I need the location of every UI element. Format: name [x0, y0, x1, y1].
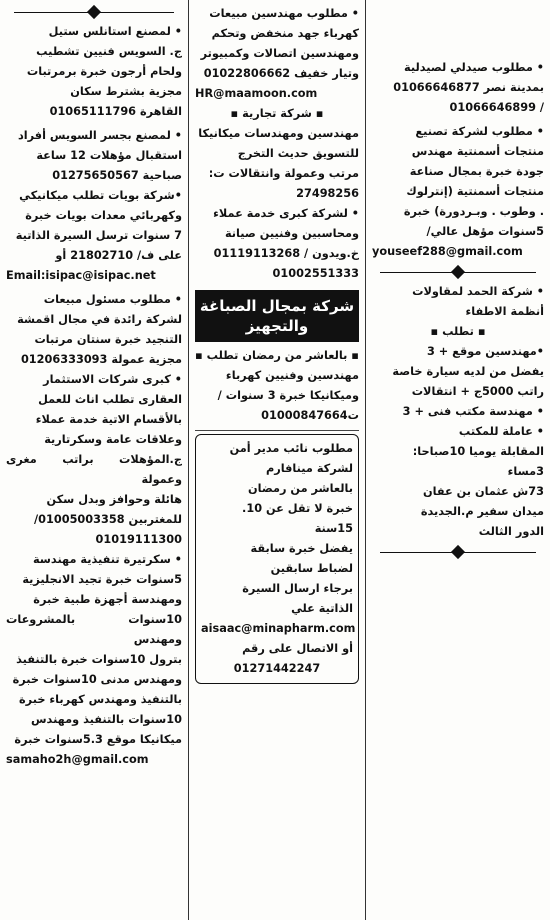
ad-line: وعلاقات عامة وسكرتارية: [44, 433, 182, 446]
cement-products-ad: [372, 122, 544, 262]
ad-line: بالتنفيذ ومهندس كهرباء خبرة: [19, 693, 182, 706]
ad-line: • مطلوب صيدلي لصيدلية: [403, 61, 544, 74]
ad-line: يفضل من لديه سيارة خاصة: [392, 365, 544, 378]
fire-systems-ad: [372, 282, 544, 542]
ad-line: خبرة لا تقل عن 10.: [242, 502, 353, 515]
ad-line: كهرباء جهد منخفض وتحكم: [211, 27, 359, 40]
ad-line: للمغتربين 01005003358/: [33, 513, 182, 526]
ad-line: 10سنوات بالمشروعات ومهندس: [6, 613, 182, 646]
ad-line: أنظمة الاطفاء: [465, 305, 544, 318]
ad-line: 5سنوات خبرة تجيد الانجليزية: [22, 573, 182, 586]
ad-line: بالعاشر من رمضان: [247, 482, 353, 495]
right-column: [366, 0, 550, 920]
middle-column: [188, 0, 366, 920]
ad-line: للتسويق حديث التخرج: [237, 147, 359, 160]
ad-line: لشركة مينافارم: [266, 462, 353, 475]
ad-line: مطلوب نائب مدير أمن: [229, 442, 353, 455]
ad-line: المقابلة يوميا 10صباحا:: [412, 445, 544, 458]
ad-line: ومهندسين اتصالات وكمبيوتر: [200, 47, 359, 60]
ad-line: ▪ تطلب ▪: [430, 325, 486, 338]
ad-line: مجزية عمولة 01206333093: [20, 353, 182, 366]
ad-line: مجزية بشترط سكان: [70, 85, 182, 98]
ad-line: برجاء ارسال السيرة: [242, 582, 353, 595]
ad-line: بمدينة نصر 01066646877: [393, 81, 544, 94]
section-divider: [372, 546, 544, 560]
ad-line: وميكانيكا خبرة 3 سنوات /: [217, 389, 359, 402]
ad-line: راتب 5000ج + انتقالات: [411, 385, 544, 398]
ad-line: مهندسين ومهندسات ميكانيكا: [198, 127, 359, 140]
ad-line: • شركة الحمد لمقاولات: [412, 285, 544, 298]
section-divider: [6, 6, 182, 20]
ad-line: • كبرى شركات الاستثمار: [43, 373, 182, 386]
ad-line: • عاملة للمكتب: [458, 425, 544, 438]
sales-realestate-engineers-ad: [6, 290, 182, 770]
ad-line: ومهندسة أجهزة طبية خبرة: [33, 593, 182, 606]
ad-line: منتجات أسمنتية مهندس: [411, 145, 544, 158]
ad-line: 3مساء: [507, 465, 544, 478]
ad-line: • لمصنع استانلس ستيل: [48, 25, 182, 38]
ad-line: 5سنوات مؤهل عالي/: [426, 225, 544, 238]
ad-email: Email:isipac@isipac.net: [6, 269, 156, 282]
left-column: [0, 0, 188, 920]
ad-line: بترول 10سنوات خبرة بالتنفيذ: [16, 653, 182, 666]
pharmacist-ad: [372, 58, 544, 118]
ad-line: العقارى تطلب اناث للعمل: [38, 393, 182, 406]
ad-line: • مطلوب مسئول مبيعات: [43, 293, 182, 306]
ad-line: القاهرة 01065111796: [49, 105, 182, 118]
ad-email: samaho2h@gmail.com: [6, 753, 149, 766]
dyeing-banner: شركة بمجال الصباغة والتجهيز: [195, 290, 359, 342]
ad-line: ▪ شركة تجارية ▪: [230, 107, 324, 120]
ad-line: 27498256: [296, 187, 359, 200]
ad-line: / 01066646899: [449, 101, 544, 114]
ad-line: لضباط سابقين: [270, 562, 353, 575]
ad-line: على ف/ 21802710 أو: [55, 249, 182, 262]
ad-line: 01271442247: [233, 662, 321, 675]
ad-line: صباحية 01275650567: [52, 169, 182, 182]
ad-line: 01002551333: [272, 267, 359, 280]
sales-engineers-ad: [195, 4, 359, 284]
ad-line: جودة خبرة بمجال صناعة: [409, 165, 544, 178]
ad-line: • مهندسة مكتب فنى + 3: [402, 405, 544, 418]
ad-line: •مهندسين موقع + 3: [426, 345, 544, 358]
ad-line: 10سنوات بالتنفيذ ومهندس: [30, 713, 182, 726]
ad-line: • لشركة كبرى خدمة عملاء: [213, 207, 359, 220]
ad-email: aisaac@minapharm.com: [201, 622, 356, 635]
stainless-steel-ad: [6, 22, 182, 122]
ad-line: 73ش عثمان بن عفان: [422, 485, 544, 498]
ad-email: HR@maamoon.com: [195, 87, 318, 100]
ad-line: منتجات أسمنتية (إنترلوك: [406, 185, 544, 198]
ad-line: أو الاتصال على رقم: [242, 642, 353, 655]
ad-email: youseef288@gmail.com: [372, 245, 523, 258]
ad-line: ج. السويس فنيين تشطيب: [36, 45, 182, 58]
ad-line: هائلة وحوافز وبدل سكن: [46, 493, 182, 506]
ad-line: مهندسين وفنيين كهرباء: [225, 369, 359, 382]
ad-line: التنجيد خبرة سنتان مرتبات: [34, 333, 182, 346]
ad-line: 7 سنوات ترسل السيرة الذاتية: [15, 229, 182, 242]
ad-line: • لمصنع بجسر السويس أفراد: [17, 129, 182, 142]
ad-line: • مطلوب لشركة تصنيع: [415, 125, 544, 138]
ad-line: ومحاسبين وفنيين صيانة: [224, 227, 359, 240]
section-divider: [372, 266, 544, 280]
ad-line: ج.المؤهلات براتب مغرى وعمولة: [6, 453, 182, 486]
ad-line: وكهربائي معدات بويات خبرة: [25, 209, 182, 222]
ad-line: وتيار خفيف 01022806662: [203, 67, 359, 80]
ad-line: ميدان سفير م.الجديدة: [420, 505, 544, 518]
divider-line: [195, 430, 359, 431]
ad-line: . وطوب . وبـردورة) خبرة: [403, 205, 544, 218]
ad-line: بالأقسام الاتية خدمة عملاء: [35, 413, 182, 426]
ad-line: استقبال مؤهلات 12 ساعة: [36, 149, 182, 162]
ad-line: •شركة بويات تطلب ميكانيكي: [19, 189, 182, 202]
ad-line: يفضل خبرة سابقة: [250, 542, 353, 555]
ad-line: مرتب وعمولة وانتقالات ت:: [208, 167, 359, 180]
ad-line: ومهندس مدنى 10سنوات خبرة: [12, 673, 182, 686]
ad-line: ولحام أرجون خبرة برمرتبات: [26, 65, 182, 78]
dyeing-company-ad: [195, 290, 359, 426]
ad-line: لشركة رائدة في مجال اقمشة: [17, 313, 182, 326]
ad-line: • مطلوب مهندسين مبيعات: [209, 7, 359, 20]
ad-line: • سكرتيرة تنفيذية مهندسة: [32, 553, 182, 566]
reception-and-paints-ad: [6, 126, 182, 286]
ad-line: ت01000847664: [261, 409, 359, 422]
ad-line: ميكانيكا موقع 5.3سنوات خبرة: [14, 733, 182, 746]
ad-line: 01019111300: [95, 533, 182, 546]
ad-line: خ.ويدون / 01119113268: [213, 247, 359, 260]
ad-line: الذاتية علي: [291, 602, 353, 615]
minapharm-security-ad: [195, 434, 359, 684]
ad-line: الدور الثالث: [478, 525, 544, 538]
ad-line: ▪ بالعاشر من رمضان تطلب ▪: [195, 349, 359, 362]
ad-line: 15سنة: [314, 522, 353, 535]
